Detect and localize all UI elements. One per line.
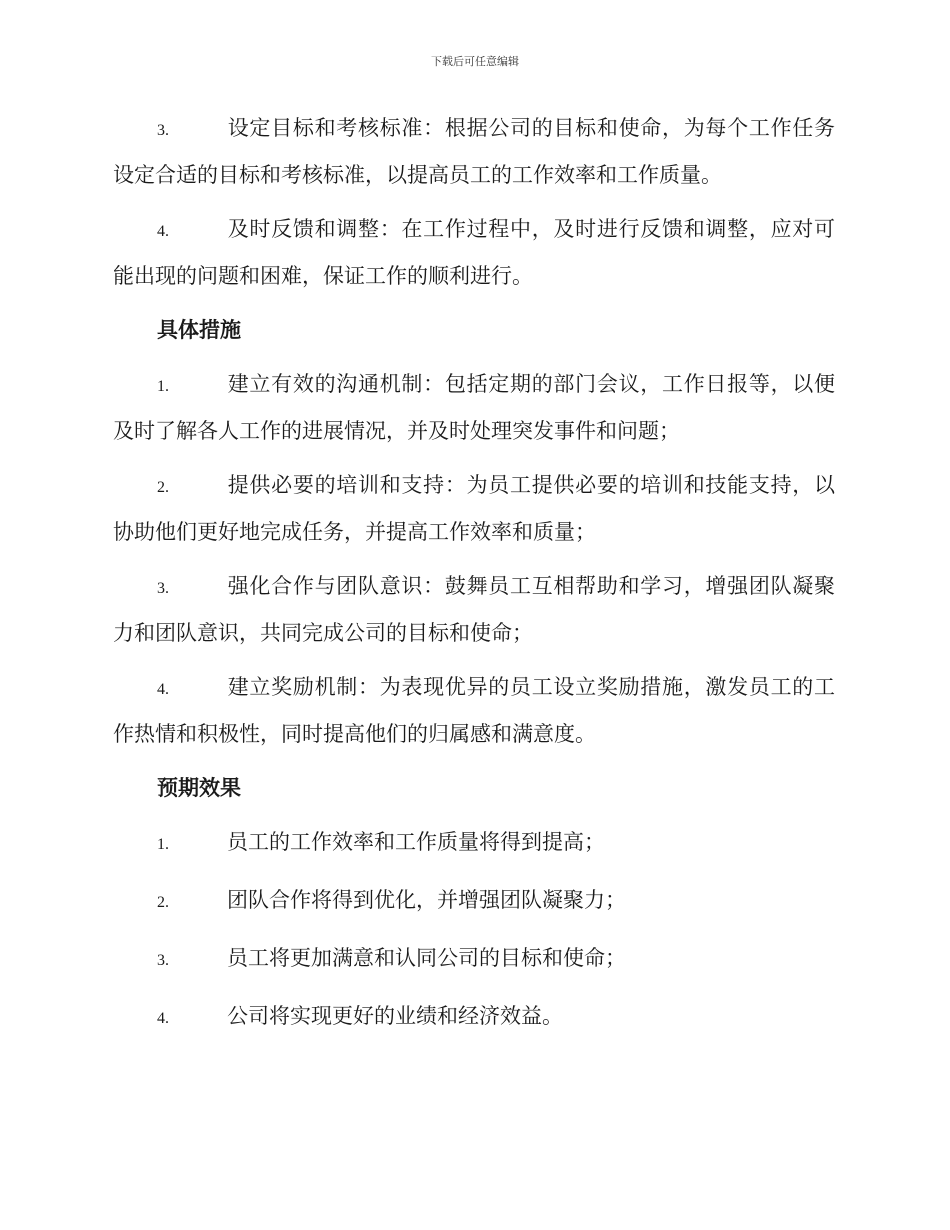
section-heading: 具体措施: [157, 318, 241, 342]
document-body: [113, 106, 835, 1052]
list-item-text: 设定目标和考核标准：根据公司的目标和使命，为每个工作任务设定合适的目标和考核标准，以提高员工的工作效率和工作质量。: [113, 116, 835, 187]
list-item: [113, 994, 835, 1041]
list-item: [113, 936, 835, 983]
list-item-number: 3.: [157, 122, 169, 139]
list-item-text: 建立奖励机制：为表现优异的员工设立奖励措施，激发员工的工作热情和积极性，同时提高他们的归属感和满意度。: [113, 675, 835, 746]
list-item-text: 提供必要的培训和支持：为员工提供必要的培训和技能支持，以协助他们更好地完成任务，并提高工作效率和质量；: [113, 473, 835, 544]
list-item: [113, 665, 835, 756]
list-item: [113, 564, 835, 655]
list-item: [113, 463, 835, 554]
list-item-number: 1.: [157, 378, 169, 395]
list-item-text: 强化合作与团队意识：鼓舞员工互相帮助和学习，增强团队凝聚力和团队意识，共同完成公司的目标和使命；: [113, 574, 835, 645]
list-item-text: 公司将实现更好的业绩和经济效益。: [227, 1004, 563, 1028]
list-item-text: 员工的工作效率和工作质量将得到提高；: [227, 830, 605, 854]
list-item-number: 4.: [157, 681, 169, 698]
list-item-text: 团队合作将得到优化，并增强团队凝聚力；: [227, 888, 626, 912]
list-item-number: 4.: [157, 1010, 169, 1027]
list-item-number: 2.: [157, 479, 169, 496]
page-header: 下载后可任意编辑: [431, 55, 519, 68]
list-item-number: 3.: [157, 952, 169, 969]
list-item-number: 4.: [157, 223, 169, 240]
list-item: [113, 820, 835, 867]
list-item: [113, 878, 835, 925]
list-item-number: 1.: [157, 836, 169, 853]
list-item: [113, 106, 835, 197]
section-heading: 预期效果: [157, 776, 241, 800]
list-item-number: 3.: [157, 580, 169, 597]
list-item-text: 及时反馈和调整：在工作过程中，及时进行反馈和调整，应对可能出现的问题和困难，保证工作的顺利进行。: [113, 217, 835, 288]
list-item-text: 员工将更加满意和认同公司的目标和使命；: [227, 946, 626, 970]
list-item: [113, 207, 835, 298]
list-item-number: 2.: [157, 894, 169, 911]
list-item-text: 建立有效的沟通机制：包括定期的部门会议，工作日报等，以便及时了解各人工作的进展情况，并及时处理突发事件和问题；: [113, 372, 835, 443]
list-item: [113, 362, 835, 453]
